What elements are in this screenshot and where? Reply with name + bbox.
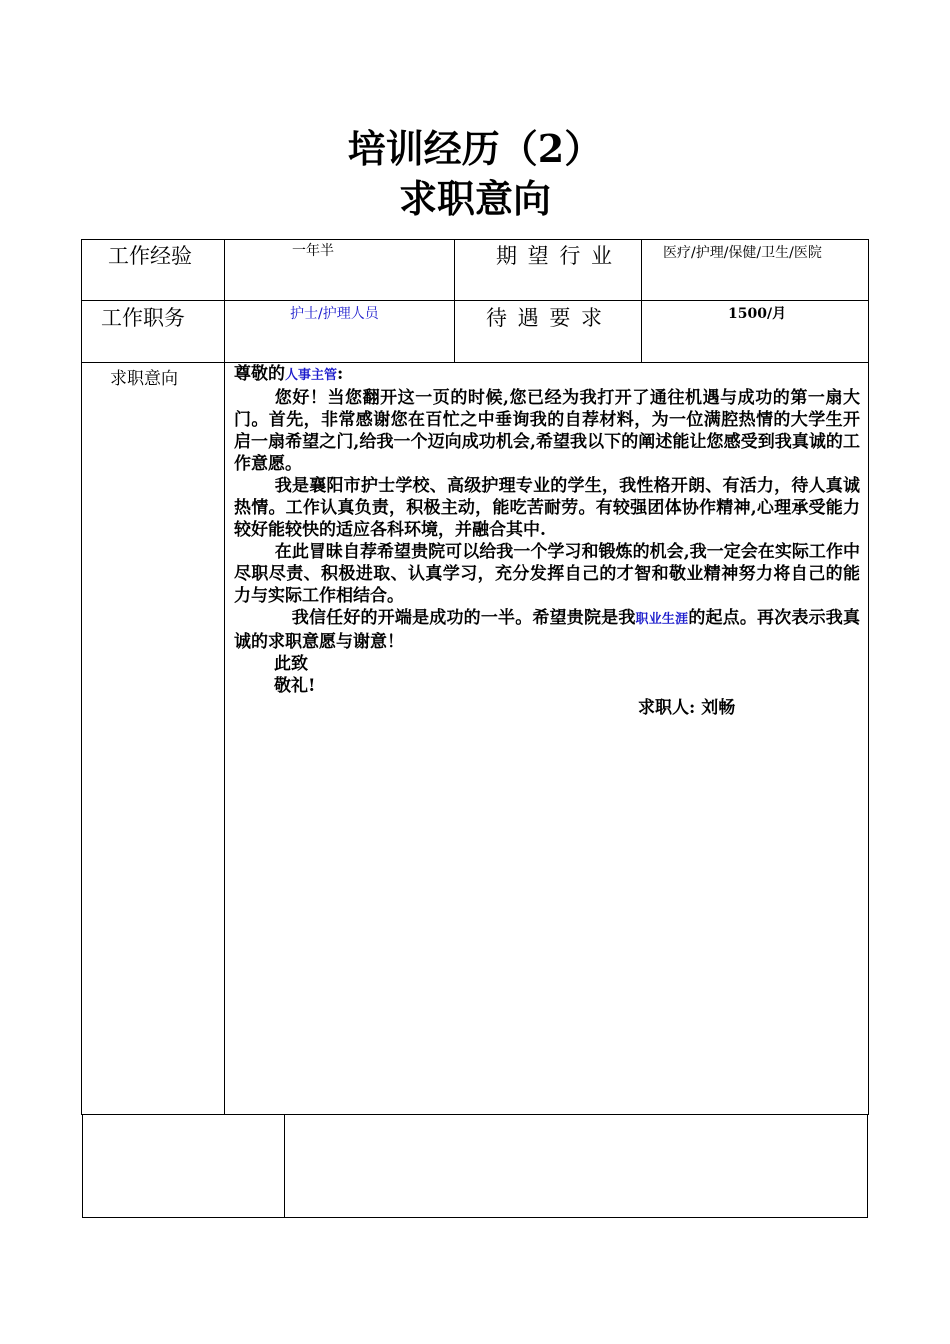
work-experience-label: 工作经验: [108, 244, 192, 268]
cover-letter: [234, 363, 860, 719]
letter-closing: 此致: [274, 654, 308, 674]
page-title: 培训经历（2）: [347, 126, 603, 171]
salary-value: 1500/月: [728, 306, 787, 322]
job-title-label: 工作职务: [101, 306, 185, 330]
table-row-divider: [81, 300, 869, 301]
page-subtitle: 求职意向: [398, 176, 551, 221]
table-col-divider: [454, 239, 455, 362]
career-link[interactable]: 职业生涯: [635, 612, 689, 627]
letter-closing: 敬礼!: [274, 676, 316, 696]
letter-paragraph: 我是襄阳市护士学校、高级护理专业的学生，我性格开朗、有活力，待人真诚热情。工作认真负责，积极主动，能吃苦耐劳。有较强团体协作精神,心理承受能力较好能较快的适应各科环境，并融合其中.: [234, 476, 860, 540]
expected-industry-label: 期 望 行 业: [496, 244, 615, 268]
hr-manager-link[interactable]: 人事主管: [285, 368, 338, 383]
empty-table: [82, 1114, 868, 1218]
table-col-divider: [224, 239, 225, 1115]
salary-label: 待 遇 要 求: [486, 306, 605, 330]
table-col-divider: [641, 239, 642, 362]
letter-greeting: 尊敬的人事主管:: [234, 364, 344, 384]
expected-industry-value: 医疗/护理/保健/卫生/医院: [663, 245, 822, 261]
letter-paragraph: 您好！当您翻开这一页的时候,您已经为我打开了通往机遇与成功的第一扇大门。首先，非常感谢您在百忙之中垂询我的自荐材料，为一位满腔热情的大学生开启一扇希望之门,给我一个迈向成功机会,希望我以下的阐述能让您感受到我真诚的工作意愿。: [234, 388, 860, 474]
work-experience-value: 一年半: [292, 243, 334, 259]
table-col-divider: [284, 1114, 285, 1218]
letter-paragraph: 我信任好的开端是成功的一半。希望贵院是我职业生涯的起点。再次表示我真诚的求职意愿与谢意！: [234, 608, 860, 652]
job-title-value: 护士/护理人员: [290, 306, 379, 322]
letter-signature: 求职人: 刘畅: [638, 698, 736, 718]
job-intention-label: 求职意向: [110, 369, 178, 389]
letter-paragraph: 在此冒昧自荐希望贵院可以给我一个学习和锻炼的机会,我一定会在实际工作中尽职尽责、积极进取、认真学习，充分发挥自己的才智和敬业精神努力将自己的能力与实际工作相结合。: [234, 542, 860, 606]
